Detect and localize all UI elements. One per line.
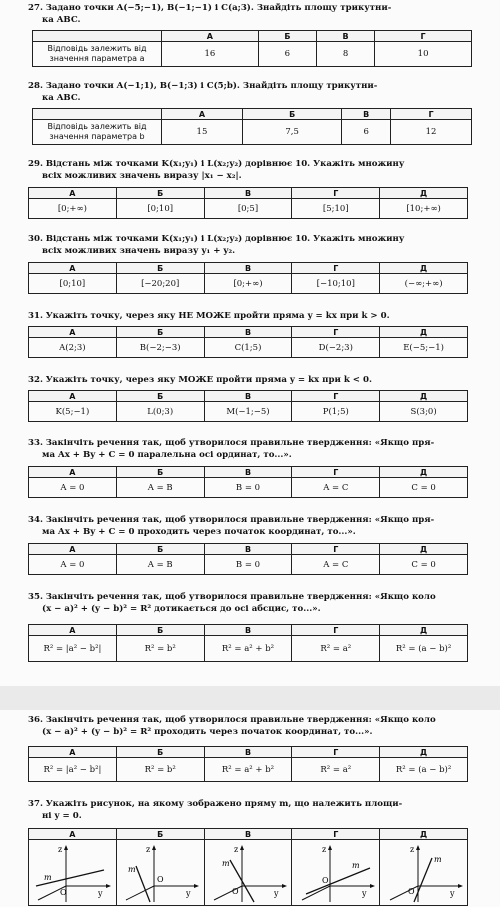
question-text-tail: ма Ax + By + C = 0 проходить через початок координат, то...». [42,527,356,537]
option-header: Г [292,747,380,758]
option-header: Б [116,625,204,636]
question-27 [28,2,468,26]
answer-cell[interactable]: [0;10] [29,274,117,294]
answer-cell[interactable]: A = 0 [29,478,117,498]
option-header: Б [258,31,316,42]
answer-cell[interactable]: R² = a² [292,636,380,662]
axes-figure-b [120,842,200,904]
option-header: В [204,829,292,840]
answer-cell[interactable]: [−10;10] [292,274,380,294]
option-header: Г [292,829,380,840]
option-header: Д [380,188,468,199]
question-number: 28. [28,81,43,91]
question-28 [28,80,468,104]
answer-cell[interactable]: A = C [292,555,380,575]
question-number: 34. [28,515,43,525]
question-text: Укажіть точку, через яку МОЖЕ пройти пряма y = kx при k < 0. [45,375,372,385]
option-header: Б [116,327,204,338]
question-35 [28,591,468,615]
figure-cell-e[interactable] [380,840,468,906]
option-header: В [204,747,292,758]
answer-cell[interactable]: 10 [375,42,472,67]
option-header: Г [292,467,380,478]
answer-cell[interactable]: K(5;−1) [29,402,117,422]
option-header: А [162,31,259,42]
question-text-tail: ка ABC. [42,15,81,25]
question-number: 36. [28,715,43,725]
option-header: Д [380,829,468,840]
axes-figure-a [32,842,112,904]
question-number: 33. [28,438,43,448]
page-two [0,710,500,907]
answer-cell[interactable]: R² = (a − b)² [380,758,468,782]
question-text-tail: всіх можливих значень виразу |x₁ − x₂|. [42,171,242,181]
option-header: А [29,747,117,758]
option-header: Г [292,188,380,199]
question-text: Задано точки A(−5;−1), B(−1;−1) і C(a;3). Знайдіть площу трикутни- [45,3,392,13]
option-header: В [204,544,292,555]
question-number: 32. [28,375,43,385]
answer-cell[interactable]: A = C [292,478,380,498]
figure-cell-b[interactable] [116,840,204,906]
option-header: Д [380,391,468,402]
page-separator [0,686,500,710]
option-header: А [29,263,117,274]
answer-cell[interactable]: 7,5 [242,120,341,145]
answer-table-29 [28,187,468,219]
axis-label-y: y [361,888,367,898]
answer-cell[interactable]: P(1;5) [292,402,380,422]
answer-cell[interactable]: R² = b² [116,758,204,782]
answer-cell[interactable]: B(−2;−3) [116,338,204,358]
answer-cell[interactable]: A = B [116,478,204,498]
axis-label-z: z [58,844,63,854]
option-header: А [29,327,117,338]
question-30 [28,233,468,257]
question-text: Укажіть точку, через яку НЕ МОЖЕ пройти пряма y = kx при k > 0. [45,311,390,321]
origin-label: O [157,874,164,884]
line-label-m: m [128,864,136,874]
answer-cell[interactable]: 12 [391,120,472,145]
question-36 [28,714,468,738]
answer-table-33 [28,466,468,498]
option-header: Д [380,467,468,478]
question-number: 27. [28,3,43,13]
axes-figure-e [384,842,464,904]
answer-cell[interactable]: [0;+∞) [29,199,117,219]
answer-cell[interactable]: 6 [258,42,316,67]
answer-cell[interactable]: A(2;3) [29,338,117,358]
option-header: Б [116,747,204,758]
question-text: Закінчіть речення так, щоб утворилося правильне твердження: «Якщо пря- [45,515,435,525]
answer-cell[interactable]: L(0;3) [116,402,204,422]
axis-label-z: z [233,844,239,854]
answer-label: Відповідь залежить від значення параметра b [33,120,162,145]
option-header: В [204,467,292,478]
axis-label-y: y [449,888,455,898]
option-header: Д [380,544,468,555]
answer-cell[interactable]: B = 0 [204,478,292,498]
answer-cell[interactable]: [0;5] [204,199,292,219]
option-header: А [29,625,117,636]
option-header: Б [116,391,204,402]
answer-cell[interactable]: [0;10] [116,199,204,219]
option-header: Д [380,327,468,338]
question-31 [28,310,468,322]
question-text-tail: ма Ax + By + C = 0 паралельна осі ординат, то...». [42,450,292,460]
option-header: В [342,109,391,120]
option-header: Г [292,263,380,274]
line-label-m: m [433,854,442,864]
answer-cell[interactable]: R² = |a² − b²| [29,758,117,782]
line-label-m: m [221,858,230,868]
option-header: В [204,391,292,402]
axis-label-z: z [146,844,151,854]
question-33 [28,437,468,461]
answer-cell[interactable]: R² = |a² − b²| [29,636,117,662]
answer-cell[interactable]: [10;+∞) [380,199,468,219]
answer-cell[interactable]: (−∞;+∞) [380,274,468,294]
answer-cell[interactable]: R² = (a − b)² [380,636,468,662]
line-label-m: m [351,860,360,870]
question-text: Закінчіть речення так, щоб утворилося правильне твердження: «Якщо коло [45,592,436,602]
option-header: В [204,188,292,199]
option-header: Б [116,544,204,555]
option-header: Д [380,747,468,758]
question-text-tail: всіх можливих значень виразу y₁ + y₂. [42,246,236,256]
axis-label-z: z [409,844,414,854]
option-header: Г [375,31,472,42]
answer-cell[interactable]: R² = b² [116,636,204,662]
answer-table-30 [28,262,468,294]
question-32 [28,374,468,386]
answer-cell[interactable]: 6 [342,120,391,145]
option-header: Д [380,625,468,636]
axis-label-y: y [273,888,279,898]
answer-cell[interactable]: S(3;0) [380,402,468,422]
option-header: Б [116,829,204,840]
answer-cell[interactable]: R² = a² + b² [204,758,292,782]
answer-cell[interactable]: A = B [116,555,204,575]
option-header: А [29,544,117,555]
option-header: А [29,391,117,402]
line-label-m: m [44,872,52,882]
answer-label: Відповідь залежить від значення параметра a [33,42,162,67]
answer-cell[interactable]: E(−5;−1) [380,338,468,358]
answer-cell[interactable]: 15 [162,120,243,145]
figure-cell-d[interactable] [292,840,380,906]
origin-label: O [231,886,239,896]
answer-cell[interactable]: C = 0 [380,555,468,575]
question-text-tail: (x − a)² + (y − b)² = R² проходить через початок координат, то...». [42,727,373,737]
option-header: В [204,327,292,338]
answer-cell[interactable]: A = 0 [29,555,117,575]
question-text: Відстань між точками K(x₁;y₁) і L(x₂;y₂) дорівнює 10. Укажіть множину [45,234,405,244]
answer-cell[interactable]: 8 [316,42,374,67]
question-text: Закінчіть речення так, щоб утворилося правильне твердження: «Якщо коло [45,715,436,725]
option-header: Г [292,327,380,338]
option-header: Г [292,391,380,402]
option-header: Б [116,467,204,478]
answer-table-35 [28,624,468,662]
question-text-tail: (x − a)² + (y − b)² = R² дотикається до осі абсцис, то...». [42,604,321,614]
question-29 [28,158,468,182]
option-header: В [204,625,292,636]
axis-label-z: z [321,844,326,854]
answer-cell[interactable]: [−20;20] [116,274,204,294]
option-header: А [29,188,117,199]
answer-cell[interactable]: 16 [162,42,259,67]
answer-table-28 [32,108,472,145]
origin-label: O [407,886,415,896]
option-header: Г [391,109,472,120]
axis-label-y: y [98,888,103,898]
question-text: Укажіть рисунок, на якому зображено пряму m, що належить площи- [45,799,403,809]
question-number: 37. [28,799,43,809]
question-text: Відстань між точками K(x₁;y₁) і L(x₂;y₂) дорівнює 10. Укажіть множину [45,159,405,169]
option-header: Г [292,625,380,636]
origin-label: O [60,887,67,897]
answer-cell[interactable]: C(1;5) [204,338,292,358]
question-37 [28,798,468,822]
answer-cell[interactable]: R² = a² + b² [204,636,292,662]
answer-cell[interactable]: [5;10] [292,199,380,219]
question-number: 31. [28,311,43,321]
axes-figure-d [296,842,376,904]
answer-cell[interactable]: R² = a² [292,758,380,782]
origin-label: O [321,875,329,885]
figure-cell-c[interactable] [204,840,292,906]
option-header: В [316,31,374,42]
answer-cell[interactable]: C = 0 [380,478,468,498]
question-text-tail: ка ABC. [42,93,81,103]
option-header: А [162,109,243,120]
answer-table-32 [28,390,468,422]
question-number: 35. [28,592,43,602]
question-text: Задано точки A(−1;1), B(−1;3) і C(5;b). Знайдіть площу трикутни- [45,81,378,91]
option-header: А [29,829,117,840]
question-number: 30. [28,234,43,244]
question-text: Закінчіть речення так, щоб утворилося правильне твердження: «Якщо пря- [45,438,435,448]
question-number: 29. [28,159,43,169]
option-header: Б [116,188,204,199]
answer-cell[interactable]: B = 0 [204,555,292,575]
answer-table-27 [32,30,472,67]
option-header: Д [380,263,468,274]
axis-label-y: y [186,888,191,898]
option-header: А [29,467,117,478]
axes-figure-c [208,842,288,904]
answer-table-37 [28,828,468,906]
answer-cell[interactable]: D(−2;3) [292,338,380,358]
answer-cell[interactable]: M(−1;−5) [204,402,292,422]
option-header: В [204,263,292,274]
answer-table-34 [28,543,468,575]
question-text-tail: ні y = 0. [42,811,82,821]
answer-table-31 [28,326,468,358]
option-header: Г [292,544,380,555]
answer-cell[interactable]: [0;+∞) [204,274,292,294]
option-header: Б [242,109,341,120]
option-header: Б [116,263,204,274]
question-34 [28,514,468,538]
answer-table-36 [28,746,468,782]
figure-cell-a[interactable] [29,840,117,906]
